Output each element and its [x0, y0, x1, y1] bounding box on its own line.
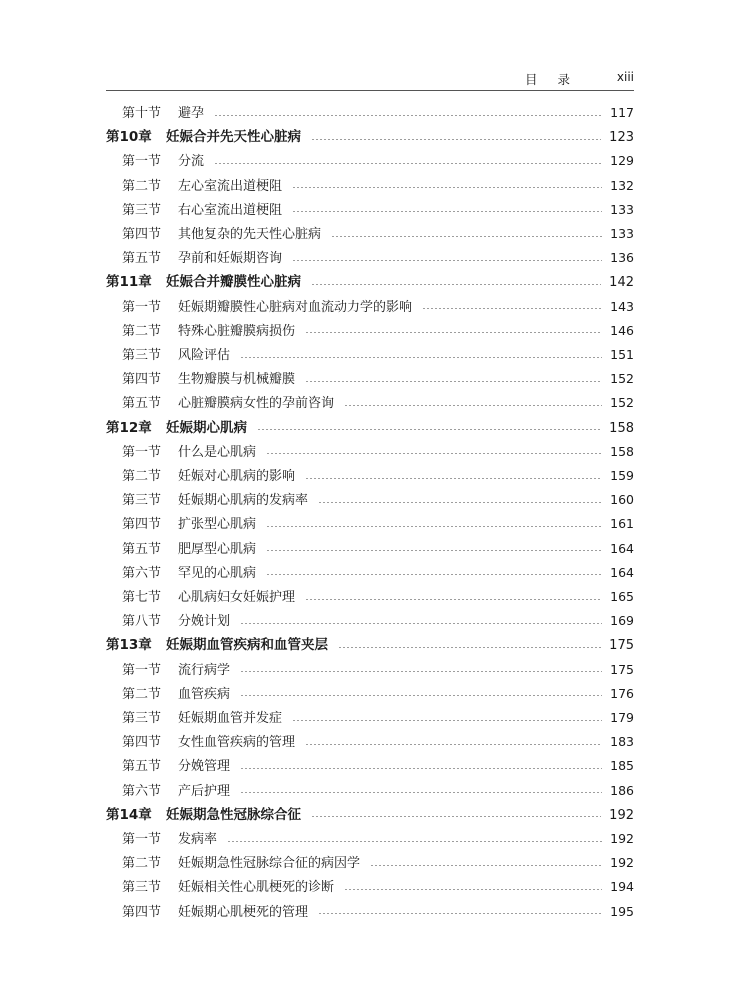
entry-page-number: 169 — [610, 613, 634, 629]
entry-page-number: 192 — [609, 807, 634, 823]
entry-page-number: 146 — [610, 322, 634, 338]
entry-title: 妊娠期心肌病的发病率 — [178, 493, 309, 509]
toc-section-entry[interactable] — [122, 780, 634, 802]
toc-chapter-entry[interactable] — [106, 634, 634, 656]
entry-page-number: 185 — [610, 758, 634, 774]
dot-leader — [344, 405, 602, 406]
toc-section-entry[interactable] — [122, 296, 634, 318]
toc-section-entry[interactable] — [122, 223, 634, 245]
entry-page-number: 129 — [610, 153, 634, 169]
entry-title: 妊娠期血管并发症 — [178, 711, 283, 726]
entry-number: 第五节 — [122, 541, 162, 557]
entry-number: 第三节 — [122, 711, 162, 726]
dot-leader — [292, 720, 602, 721]
entry-page-number: 192 — [610, 855, 634, 871]
entry-number: 第四节 — [122, 735, 162, 751]
entry-page-number: 151 — [610, 347, 634, 362]
running-header — [106, 70, 634, 86]
toc-section-entry[interactable] — [122, 441, 634, 463]
dot-leader — [292, 260, 602, 261]
dot-leader — [338, 647, 601, 648]
entry-number: 第13章 — [106, 637, 152, 654]
toc-section-entry[interactable] — [122, 562, 634, 584]
toc-chapter-entry[interactable] — [106, 804, 634, 826]
entry-number: 第二节 — [122, 856, 162, 872]
dot-leader — [240, 357, 602, 358]
entry-number: 第四节 — [122, 517, 162, 533]
entry-page-number: 175 — [609, 638, 634, 654]
entry-title: 妊娠相关性心肌梗死的诊断 — [178, 880, 335, 896]
toc-section-entry[interactable] — [122, 175, 634, 197]
dot-leader — [240, 695, 602, 696]
entry-page-number: 152 — [610, 371, 634, 387]
entry-title: 产后护理 — [178, 783, 231, 799]
entry-number: 第一节 — [122, 444, 162, 460]
toc-section-entry[interactable] — [122, 102, 634, 124]
entry-title: 发病率 — [178, 832, 218, 847]
entry-title: 妊娠对心肌病的影响 — [178, 469, 296, 484]
toc-section-entry[interactable] — [122, 683, 634, 705]
dot-leader — [305, 332, 602, 333]
entry-number: 第二节 — [122, 323, 162, 339]
entry-page-number: 136 — [610, 250, 634, 266]
entry-title: 其他复杂的先天性心脏病 — [178, 227, 322, 242]
entry-title: 妊娠期心肌病 — [166, 419, 247, 436]
toc-chapter-entry[interactable] — [106, 126, 634, 148]
entry-title: 妊娠合并先天性心脏病 — [166, 129, 301, 146]
dot-leader — [240, 792, 602, 793]
entry-page-number: 152 — [610, 395, 634, 411]
entry-title: 分娩计划 — [178, 614, 231, 630]
dot-leader — [227, 841, 602, 842]
dot-leader — [257, 429, 601, 430]
entry-title: 妊娠期血管疾病和血管夹层 — [166, 637, 328, 654]
toc-section-entry[interactable] — [122, 610, 634, 632]
toc-section-entry[interactable] — [122, 586, 634, 608]
entry-title: 妊娠期心肌梗死的管理 — [178, 904, 309, 920]
entry-number: 第二节 — [122, 178, 162, 194]
dot-leader — [305, 599, 602, 600]
entry-page-number: 194 — [610, 879, 634, 895]
entry-title: 心脏瓣膜病女性的孕前咨询 — [178, 396, 335, 412]
entry-page-number: 192 — [610, 831, 634, 846]
entry-title: 女性血管疾病的管理 — [178, 735, 296, 751]
entry-number: 第三节 — [122, 493, 162, 509]
entry-number: 第五节 — [122, 396, 162, 412]
entry-title: 扩张型心肌病 — [178, 517, 257, 533]
entry-title: 右心室流出道梗阻 — [178, 202, 283, 218]
entry-title: 妊娠期急性冠脉综合征的病因学 — [178, 856, 361, 872]
dot-leader — [311, 284, 601, 285]
entry-page-number: 132 — [610, 177, 634, 193]
entry-title: 风险评估 — [178, 348, 231, 363]
dot-leader — [292, 187, 602, 188]
toc-section-entry[interactable] — [122, 901, 634, 923]
entry-page-number: 176 — [610, 685, 634, 701]
toc-section-entry[interactable] — [122, 755, 634, 777]
entry-title: 特殊心脏瓣膜病损伤 — [178, 323, 296, 339]
entry-number: 第七节 — [122, 590, 162, 605]
toc-section-entry[interactable] — [122, 344, 634, 366]
entry-number: 第四节 — [122, 227, 162, 242]
dot-leader — [240, 768, 602, 769]
entry-page-number: 183 — [610, 734, 634, 750]
entry-number: 第一节 — [122, 299, 162, 315]
toc-section-entry[interactable] — [122, 392, 634, 414]
dot-leader — [318, 502, 602, 503]
header-title-char-2: 录 — [557, 72, 570, 87]
header-title-char-1: 目 — [524, 72, 538, 87]
entry-number: 第五节 — [122, 251, 162, 267]
entry-title: 血管疾病 — [178, 686, 231, 702]
toc-section-entry[interactable] — [122, 465, 634, 487]
entry-number: 第三节 — [122, 348, 162, 363]
entry-number: 第二节 — [122, 686, 162, 702]
toc-section-entry[interactable] — [122, 852, 634, 874]
entry-title: 左心室流出道梗阻 — [178, 178, 283, 194]
entry-page-number: 161 — [610, 516, 634, 532]
toc-section-entry[interactable] — [122, 538, 634, 560]
dot-leader — [266, 574, 602, 575]
entry-page-number: 186 — [610, 782, 634, 798]
header-rule — [106, 90, 634, 91]
entry-number: 第十节 — [122, 106, 162, 121]
entry-page-number: 117 — [610, 105, 634, 120]
toc-section-entry[interactable] — [122, 513, 634, 535]
entry-page-number: 159 — [610, 468, 634, 483]
entry-title: 流行病学 — [178, 662, 231, 678]
header-title — [525, 70, 570, 88]
entry-number: 第一节 — [122, 832, 162, 847]
entry-title: 心肌病妇女妊娠护理 — [178, 590, 296, 605]
entry-page-number: 158 — [609, 420, 634, 436]
dot-leader — [214, 163, 602, 164]
entry-page-number: 143 — [610, 298, 634, 314]
entry-page-number: 164 — [610, 540, 634, 556]
entry-page-number: 142 — [609, 275, 634, 291]
entry-page-number: 175 — [610, 661, 634, 677]
entry-page-number: 123 — [609, 130, 634, 146]
dot-leader — [344, 889, 602, 890]
entry-title: 妊娠期急性冠脉综合征 — [166, 806, 301, 823]
dot-leader — [422, 308, 602, 309]
dot-leader — [370, 865, 602, 866]
entry-number: 第10章 — [106, 129, 152, 146]
toc-section-entry[interactable] — [122, 659, 634, 681]
entry-number: 第二节 — [122, 469, 162, 484]
entry-number: 第三节 — [122, 202, 162, 218]
toc-section-entry[interactable] — [122, 247, 634, 269]
entry-number: 第三节 — [122, 880, 162, 896]
entry-page-number: 160 — [610, 492, 634, 508]
dot-leader — [311, 816, 601, 817]
toc-section-entry[interactable] — [122, 876, 634, 898]
entry-number: 第14章 — [106, 806, 152, 823]
toc-section-entry[interactable] — [122, 150, 634, 172]
entry-page-number: 158 — [610, 443, 634, 459]
dot-leader — [305, 381, 602, 382]
entry-page-number: 179 — [610, 710, 634, 725]
toc-section-entry[interactable] — [122, 368, 634, 390]
entry-title: 孕前和妊娠期咨询 — [178, 251, 283, 267]
dot-leader — [240, 671, 602, 672]
dot-leader — [214, 115, 602, 116]
dot-leader — [311, 139, 601, 140]
dot-leader — [331, 236, 602, 237]
entry-number: 第六节 — [122, 783, 162, 799]
entry-number: 第四节 — [122, 904, 162, 920]
toc-section-entry[interactable] — [122, 199, 634, 221]
entry-title: 什么是心肌病 — [178, 444, 257, 460]
entry-title: 妊娠期瓣膜性心脏病对血流动力学的影响 — [178, 299, 413, 315]
entry-page-number: 165 — [610, 589, 634, 604]
entry-title: 分娩管理 — [178, 759, 231, 775]
entry-number: 第八节 — [122, 614, 162, 630]
toc-section-entry[interactable] — [122, 828, 634, 850]
entry-title: 分流 — [178, 154, 205, 170]
entry-number: 第四节 — [122, 372, 162, 388]
dot-leader — [266, 453, 602, 454]
entry-number: 第六节 — [122, 565, 162, 581]
entry-title: 肥厚型心肌病 — [178, 541, 257, 557]
dot-leader — [305, 744, 602, 745]
dot-leader — [266, 526, 602, 527]
entry-title: 避孕 — [178, 106, 205, 121]
dot-leader — [240, 623, 602, 624]
entry-number: 第11章 — [106, 274, 152, 291]
entry-title: 生物瓣膜与机械瓣膜 — [178, 372, 296, 388]
dot-leader — [266, 550, 602, 551]
entry-page-number: 133 — [610, 226, 634, 241]
dot-leader — [292, 211, 602, 212]
entry-title: 罕见的心肌病 — [178, 565, 257, 581]
header-page-number: xiii — [616, 70, 634, 84]
entry-number: 第五节 — [122, 759, 162, 775]
toc-section-entry[interactable] — [122, 731, 634, 753]
dot-leader — [305, 478, 602, 479]
entry-number: 第一节 — [122, 154, 162, 170]
toc-section-entry[interactable] — [122, 489, 634, 511]
entry-page-number: 164 — [610, 564, 634, 580]
toc-section-entry[interactable] — [122, 707, 634, 729]
toc-chapter-entry[interactable] — [106, 271, 634, 293]
entry-title: 妊娠合并瓣膜性心脏病 — [166, 274, 301, 291]
toc-chapter-entry[interactable] — [106, 417, 634, 439]
entry-number: 第12章 — [106, 419, 152, 436]
entry-page-number: 133 — [610, 201, 634, 217]
dot-leader — [318, 913, 602, 914]
toc-section-entry[interactable] — [122, 320, 634, 342]
entry-page-number: 195 — [610, 903, 634, 919]
entry-number: 第一节 — [122, 662, 162, 678]
